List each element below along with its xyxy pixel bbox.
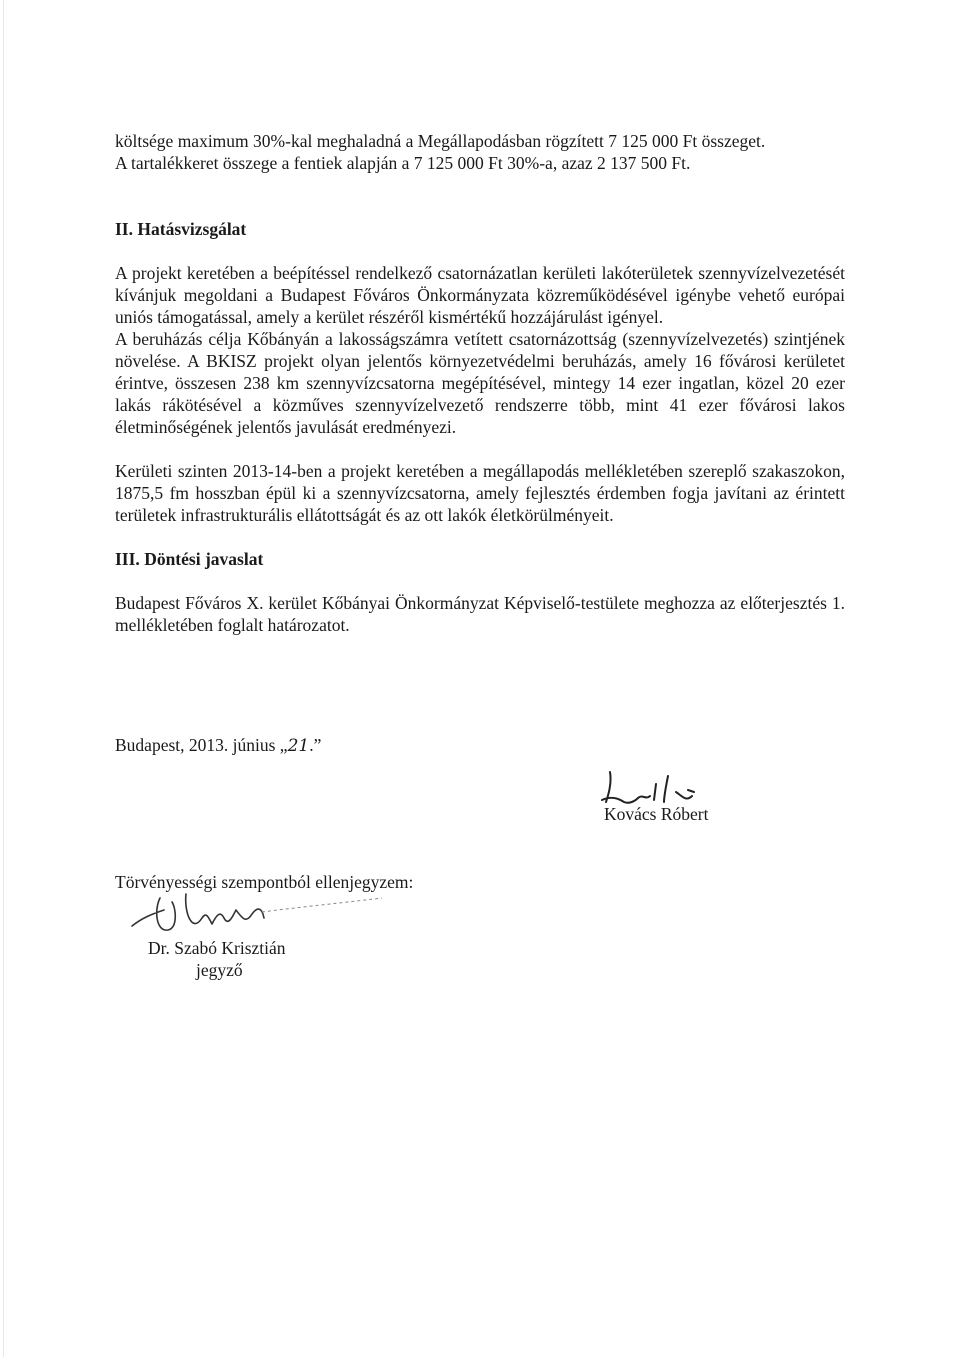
section-2-heading xyxy=(115,218,845,240)
intro-line-2: A tartalékkeret összege a fentiek alapján a 7 125 000 Ft 30%-a, azaz 2 137 500 Ft. xyxy=(115,153,691,173)
section-3-paragraph-1: Budapest Főváros X. kerület Kőbányai Önkormányzat Képviselő-testülete meghozza az előterjesztés 1. mellékletében foglalt határozatot. xyxy=(115,593,845,635)
mayor-name: Kovács Róbert xyxy=(604,804,709,824)
notary-name: Dr. Szabó Krisztián xyxy=(148,938,286,958)
date-line xyxy=(115,735,321,756)
legal-countersign-label: Törvényességi szempontból ellenjegyzem: xyxy=(115,872,414,892)
section-3-number: III. xyxy=(115,549,140,569)
section-3-heading xyxy=(115,548,845,570)
section-2-number: II. xyxy=(115,219,133,239)
date-suffix: .” xyxy=(309,735,322,755)
date-prefix: Budapest, 2013. június „ xyxy=(115,735,288,755)
scan-edge xyxy=(3,0,4,1357)
section-2-paragraph-1: A projekt keretében a beépítéssel rendelkező csatornázatlan kerületi lakóterületek szennyvízelvezetését kívánjuk megoldani a Budapest Főváros Önkormányzata közreműködésével igénybe vehető európai uniós támogatással, amely a kerület részéről kismértékű hozzájárulást igényel. xyxy=(115,263,845,327)
document-body xyxy=(115,130,845,636)
date-day-handwritten: 21 xyxy=(287,736,310,756)
section-2-paragraph-3: Kerületi szinten 2013-14-ben a projekt keretében a megállapodás mellékletében szereplő szakaszokon, 1875,5 fm hosszban épül ki a szennyvízcsatorna, amely fejlesztés érdemben fogja javítani az érintett területek infrastrukturális ellátottságát és az ott lakók életkörülményeit. xyxy=(115,461,845,525)
section-2-paragraph-2: A beruházás célja Kőbányán a lakosságszámra vetített csatornázottság (szennyvízelvezetés) szintjének növelése. A BKISZ projekt olyan jelentős környezetvédelmi beruházás, amely 16 fővárosi kerületet érintve, összesen 238 km szennyvízcsatorna megépítésével, mintegy 14 ezer ingatlan, közel 20 ezer lakás rákötésével a közműves szennyvízelvezető rendszerre több, mint 41 ezer fővárosi lakos életminőségének jelentős javulását eredményezi. xyxy=(115,329,845,437)
intro-line-1: költsége maximum 30%-kal meghaladná a Megállapodásban rögzített 7 125 000 Ft összeget. xyxy=(115,131,766,151)
section-2-title: Hatásvizsgálat xyxy=(137,219,247,239)
section-3-title: Döntési javaslat xyxy=(144,549,264,569)
notary-title: jegyző xyxy=(196,960,243,980)
